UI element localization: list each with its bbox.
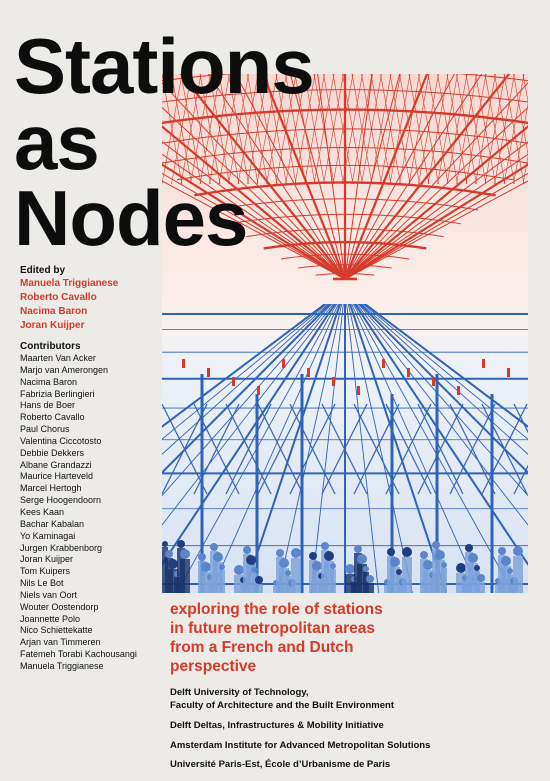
contributor-name: Joannette Polo	[20, 613, 81, 624]
contributor-name: Jurgen Krabbenborg	[20, 542, 103, 553]
contributor-name: Albane Grandazzi	[20, 459, 92, 470]
editor-name: Joran Kuijper	[20, 320, 85, 331]
contributor-name: Valentina Ciccotosto	[20, 435, 102, 446]
contributor-name: Joran Kuijper	[20, 554, 74, 565]
institution-ams	[170, 739, 545, 752]
credits	[20, 264, 170, 673]
title-line-1: Stations	[14, 22, 314, 110]
institution-line: Faculty of Architecture and the Built Environment	[170, 700, 394, 711]
contributor-name: Arjan van Timmeren	[20, 637, 101, 648]
contributor-name: Hans de Boer	[20, 400, 76, 411]
institution-line: Delft Deltas, Infrastructures & Mobility Initiative	[170, 720, 384, 731]
institution-line: Amsterdam Institute for Advanced Metropolitan Solutions	[170, 740, 431, 751]
contributor-name: Tom Kuipers	[20, 566, 71, 577]
contributor-name: Yo Kaminagai	[20, 530, 76, 541]
contributor-name: Bachar Kabalan	[20, 518, 85, 529]
contributor-name: Manuela Triggianese	[20, 660, 104, 671]
editor-name: Nacima Baron	[20, 306, 88, 317]
subtitle-line: in future metropolitan areas	[170, 620, 375, 637]
contributor-name: Debbie Dekkers	[20, 447, 85, 458]
edited-by-label: Edited by	[20, 265, 66, 276]
contributor-name: Serge Hoogendoorn	[20, 495, 102, 506]
subtitle-line: perspective	[170, 658, 257, 675]
cover-subtitle	[170, 600, 542, 676]
institution-paris-est	[170, 758, 545, 771]
editor-name: Roberto Cavallo	[20, 292, 97, 303]
cover-title	[14, 22, 314, 262]
title-line-2: as	[14, 98, 99, 186]
institution-tu-delft	[170, 686, 545, 712]
contributor-name: Kees Kaan	[20, 506, 65, 517]
contributor-name: Nico Schiettekatte	[20, 625, 93, 636]
contributor-name: Roberto Cavallo	[20, 412, 85, 423]
contributor-name: Maurice Harteveld	[20, 471, 94, 482]
subtitle-line: exploring the role of stations	[170, 601, 383, 618]
contributor-name: Marcel Hertogh	[20, 483, 82, 494]
contributor-name: Maarten Van Acker	[20, 353, 96, 363]
contributor-name: Nacima Baron	[20, 376, 78, 387]
contributor-name: Marjo van Amerongen	[20, 364, 109, 375]
contributors-label: Contributors	[20, 341, 81, 352]
editor-name: Manuela Triggianese	[20, 278, 119, 289]
contributor-name: Paul Chorus	[20, 424, 70, 435]
contributor-name: Niels van Oort	[20, 589, 78, 600]
title-line-3: Nodes	[14, 174, 248, 262]
contributor-name: Fabrizia Berlingieri	[20, 388, 95, 399]
contributor-name: Wouter Oostendorp	[20, 601, 99, 612]
institution-line: Delft University of Technology,	[170, 687, 309, 698]
contributor-name: Nils Le Bot	[20, 578, 64, 589]
subtitle-line: from a French and Dutch	[170, 639, 354, 656]
institution-delft-deltas	[170, 719, 545, 732]
contributor-name: Fatemeh Torabi Kachousangi	[20, 649, 137, 660]
institution-line: Université Paris-Est, École d’Urbanisme de Paris	[170, 759, 391, 770]
contributors-list	[20, 353, 170, 673]
